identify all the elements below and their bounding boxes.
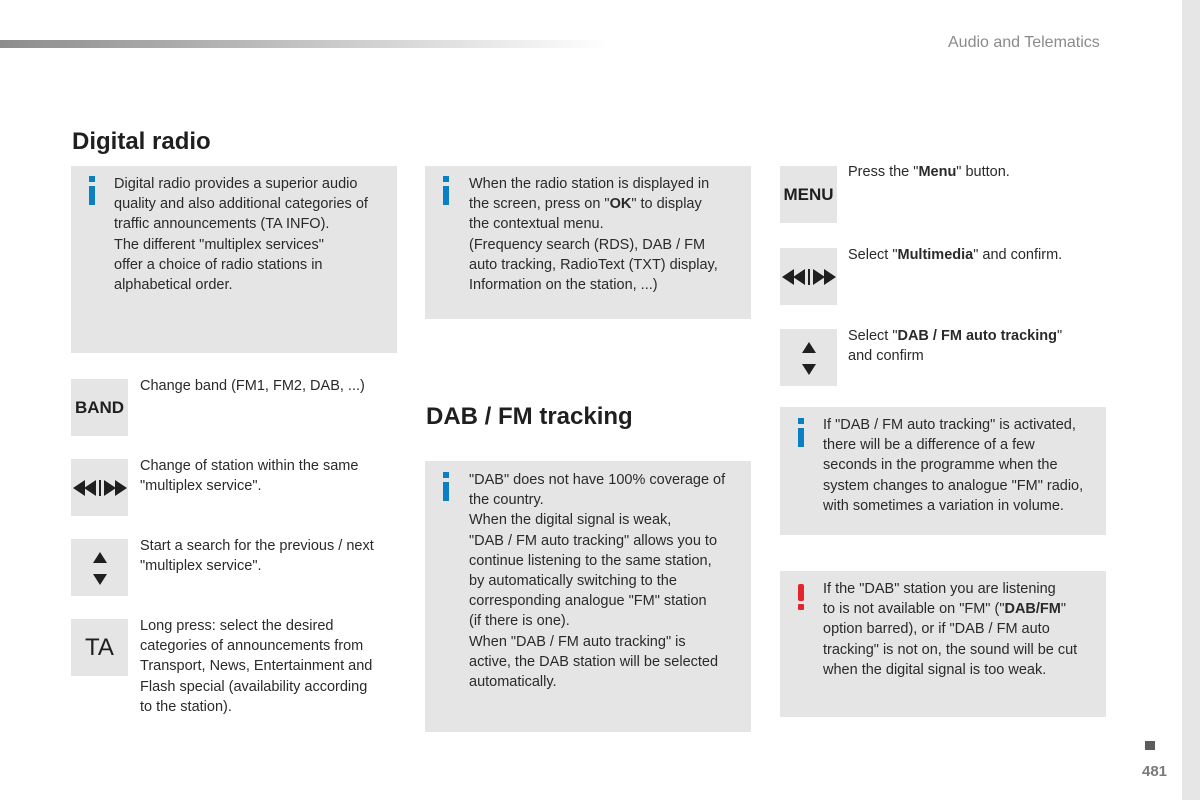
header-gradient-bar <box>0 40 610 48</box>
menu-button[interactable]: MENU <box>780 166 837 223</box>
auto-tracking-info-text: If "DAB / FM auto tracking" is activated, there will be a difference of a few seconds in the programme when the system changes to analogue "FM" radio, with sometimes a variation in volume. <box>823 417 1084 514</box>
step-select-multimedia: Select "Multimedia" and confirm. <box>848 247 1063 263</box>
up-down-button[interactable] <box>71 539 128 596</box>
band-description: Change band (FM1, FM2, DAB, ...) <box>140 378 365 394</box>
page-edge-bar <box>1182 0 1200 800</box>
info-icon <box>89 176 95 205</box>
info-icon <box>798 418 804 447</box>
ta-description: Long press: select the desired categories of announcements from Transport, News, Entertainment and Flash special (availability according to the station). <box>140 618 373 715</box>
digital-radio-info-text: Digital radio provides a superior audio quality and also additional categories of traffic announcements (TA INFO). The different "multiplex services" offer a choice of radio stations in alphabetical order. <box>114 176 368 294</box>
up-down-arrows-icon <box>90 549 110 587</box>
seek-back-forward-icon <box>72 477 128 499</box>
dab-fm-updown-button[interactable] <box>780 329 837 386</box>
page-number: 481 <box>1142 763 1168 780</box>
seek-back-forward-icon <box>781 266 837 288</box>
up-down-arrows-icon <box>799 339 819 377</box>
dab-coverage-info-text: "DAB" does not have 100% coverage of the country. When the digital signal is weak, "DAB / FM auto tracking" allows you to continue listening to the same station, by automatically switching to the corresponding analogue "FM" station (if there is one). When "DAB / FM auto tracking" is active, the DAB station will be selected automatically. <box>469 472 726 691</box>
step-press-menu: Press the "Menu" button. <box>848 164 1010 180</box>
seek-description: Change of station within the same "multiplex service". <box>140 458 359 495</box>
info-icon <box>443 472 449 501</box>
digital-radio-heading: Digital radio <box>72 128 211 155</box>
step-select-dab-fm: Select "DAB / FM auto tracking" and confirm <box>848 328 1063 365</box>
ta-button[interactable]: TA <box>71 619 128 676</box>
page-marker <box>1145 741 1155 750</box>
seek-button[interactable] <box>71 459 128 516</box>
warning-icon <box>798 584 804 610</box>
dab-fm-tracking-heading: DAB / FM tracking <box>426 403 633 430</box>
multimedia-seek-button[interactable] <box>780 248 837 305</box>
warning-text: If the "DAB" station you are listening to is not available on "FM" ("DAB/FM" option barred), or if "DAB / FM auto tracking" is not on, the sound will be cut when the digital signal is too weak. <box>823 581 1078 678</box>
search-description: Start a search for the previous / next "multiplex service". <box>140 538 374 575</box>
band-button[interactable]: BAND <box>71 379 128 436</box>
info-icon <box>443 176 449 205</box>
chapter-title: Audio and Telematics <box>948 34 1100 51</box>
radio-station-info-text: When the radio station is displayed in the screen, press on "OK" to display the contextual menu. (Frequency search (RDS), DAB / FM auto tracking, RadioText (TXT) display, Information on the station, ...) <box>469 176 718 294</box>
